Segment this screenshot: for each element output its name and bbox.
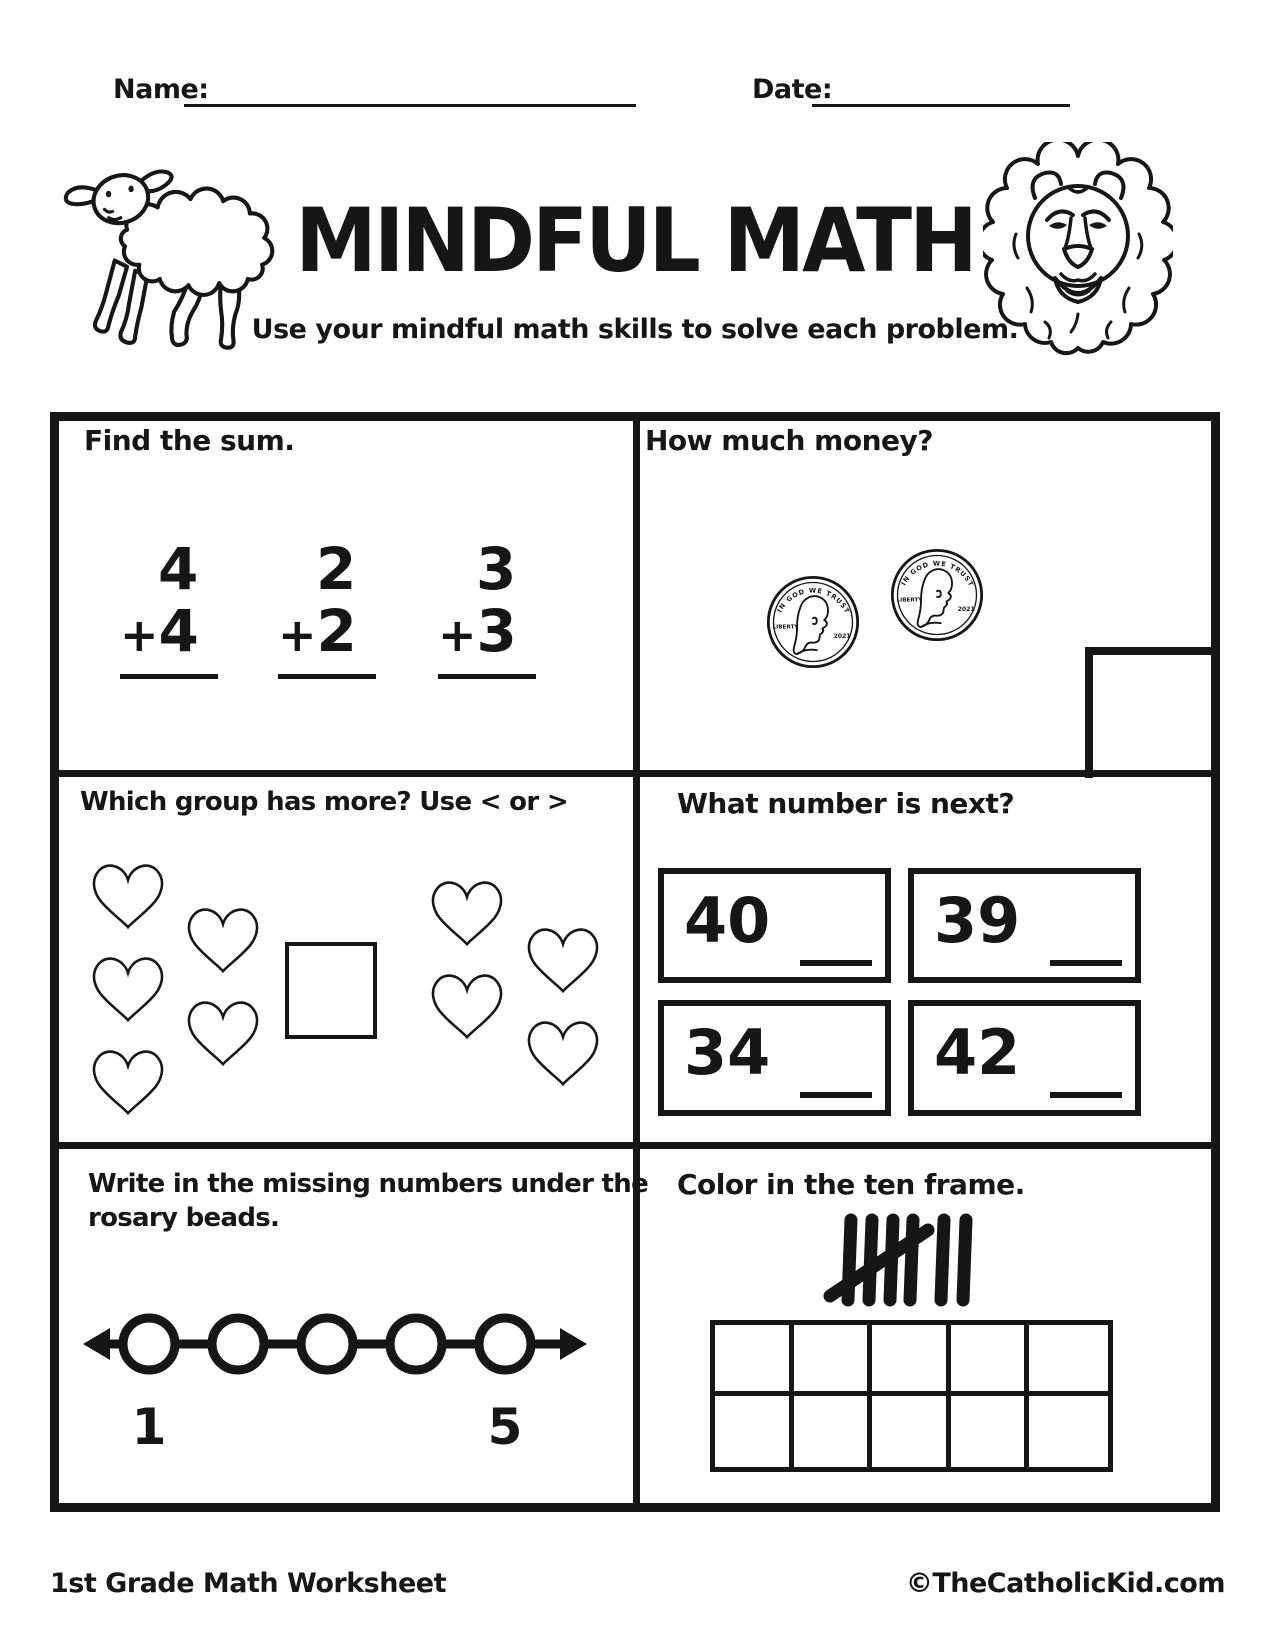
heart-shape (183, 995, 263, 1071)
answer-blank-line[interactable] (1050, 960, 1122, 966)
left-arrow-icon (83, 1328, 110, 1360)
grid-row-divider-1 (50, 770, 1220, 777)
heart-shape (523, 1015, 603, 1091)
ten-frame-cell[interactable] (715, 1325, 794, 1396)
addend-top: 2 (316, 535, 357, 603)
addition-problem-1[interactable] (120, 535, 218, 679)
number-value: 40 (684, 884, 771, 957)
comparison-answer-box[interactable] (285, 942, 377, 1039)
heart-shape (88, 858, 168, 934)
ten-frame-cell[interactable] (794, 1325, 873, 1396)
grid-vertical-divider (633, 412, 640, 1512)
bead-label-last: 5 (487, 1398, 523, 1456)
number-value: 34 (684, 1016, 771, 1089)
answer-blank-line[interactable] (800, 1092, 872, 1098)
number-value: 39 (934, 884, 1021, 957)
addition-problem-3[interactable] (438, 535, 536, 679)
penny-liberty-text: LIBERTY (896, 597, 923, 604)
heart-shape (523, 922, 603, 998)
addend-top: 4 (158, 535, 199, 603)
page-title: MINDFUL MATH (295, 190, 975, 293)
addend-bottom: 4 (158, 597, 199, 665)
answer-blank-line[interactable] (1050, 1092, 1122, 1098)
bead-label-first: 1 (131, 1398, 167, 1456)
addition-problem-2[interactable] (278, 535, 376, 679)
heart-shape (183, 902, 263, 978)
penny-year-text: 2021 (957, 605, 975, 613)
footer-copyright: ©TheCatholicKid.com (905, 1568, 1225, 1599)
heart-shape (427, 968, 507, 1044)
plus-sign: + (278, 608, 317, 662)
ten-frame-cell[interactable] (1029, 1325, 1108, 1396)
penny-year-text: 2021 (833, 632, 851, 640)
right-arrow-icon (560, 1328, 587, 1360)
penny-liberty-text: LIBERTY (772, 624, 799, 631)
addend-bottom: 2 (316, 597, 357, 665)
penny-coin-1 (766, 575, 860, 669)
next-number-box-4[interactable] (908, 1000, 1141, 1116)
page-subtitle: Use your mindful math skills to solve each problem. (251, 314, 1019, 345)
ten-frame-cell[interactable] (872, 1396, 951, 1467)
name-label: Name: (113, 74, 209, 105)
ten-frame-cell[interactable] (872, 1325, 951, 1396)
ten-frame-cell[interactable] (715, 1396, 794, 1467)
addend-top: 3 (476, 535, 517, 603)
rosary-bead-number-line[interactable] (80, 1304, 590, 1384)
heart-shape (427, 875, 507, 951)
plus-sign: + (438, 608, 477, 662)
answer-blank-line[interactable] (800, 960, 872, 966)
next-number-section-title: What number is next? (677, 787, 1015, 820)
ten-frame-cell[interactable] (794, 1396, 873, 1467)
compare-section-title: Which group has more? Use < or > (80, 787, 568, 817)
penny-motto-text: IN GOD WE TRUST (775, 586, 852, 616)
next-number-box-2[interactable] (908, 868, 1141, 983)
money-section-title: How much money? (645, 424, 934, 457)
number-value: 42 (934, 1016, 1021, 1089)
grid-row-divider-2 (50, 1142, 1220, 1149)
heart-shape (88, 951, 168, 1027)
next-number-box-1[interactable] (658, 868, 891, 983)
sum-section-title: Find the sum. (84, 424, 295, 457)
addend-bottom: 3 (476, 597, 517, 665)
plus-sign: + (120, 608, 159, 662)
penny-coin-2 (890, 548, 984, 642)
ten-frame-grid (710, 1320, 1113, 1472)
footer-worksheet-label: 1st Grade Math Worksheet (50, 1568, 446, 1599)
penny-motto-text: IN GOD WE TRUST (899, 559, 976, 589)
ten-frame-cell[interactable] (1029, 1396, 1108, 1467)
name-input-line[interactable] (184, 78, 636, 107)
date-label: Date: (752, 74, 833, 105)
rosary-section-title: Write in the missing numbers under the rosary beads. (88, 1169, 649, 1233)
ten-frame-cell[interactable] (951, 1325, 1030, 1396)
ten-frame-cell[interactable] (951, 1396, 1030, 1467)
heart-shape (88, 1044, 168, 1120)
ten-frame-section-title: Color in the ten frame. (677, 1168, 1025, 1201)
date-input-line[interactable] (812, 78, 1070, 107)
money-answer-box[interactable] (1085, 647, 1219, 778)
next-number-box-3[interactable] (658, 1000, 891, 1116)
tally-marks (812, 1208, 992, 1313)
